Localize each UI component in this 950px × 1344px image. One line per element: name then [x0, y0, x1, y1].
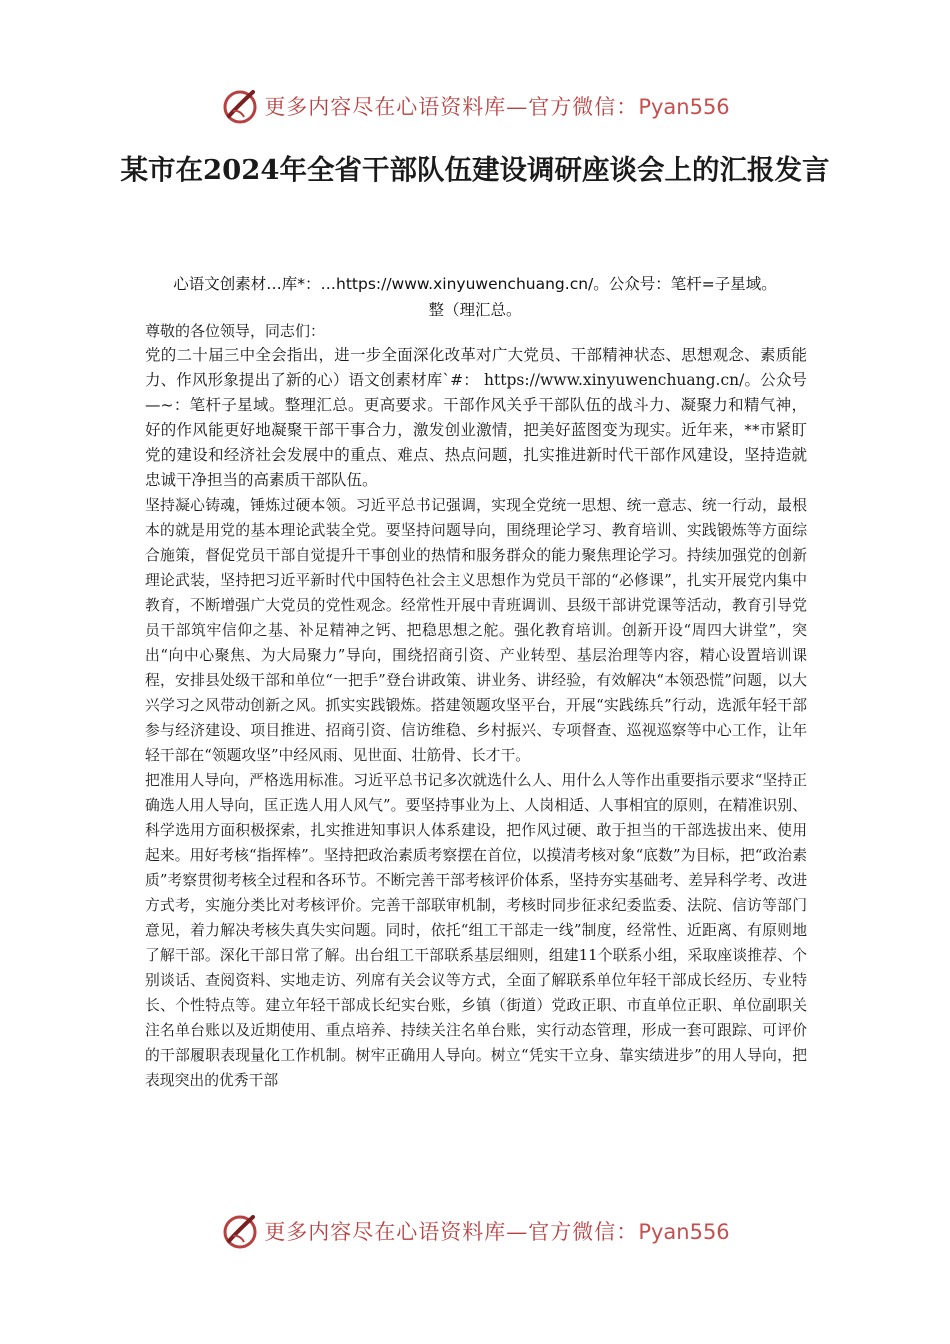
source-url: https://www.xinyuwenchuang.cn/ — [484, 371, 745, 389]
header-watermark-banner — [0, 84, 950, 128]
body-paragraph-2: 把准用人导向，严格选用标准。习近平总书记多次就选什么人、用什么人等作出重要指示要求“坚持正确选人用人导向，匡正选人用人风气”。要坚持事业为上、人岗相适、人事相宜的原则，在精准识别、科学选用方面积极探索，扎实推进知事识人体系建设，把作风过硬、敢于担当的干部选拔出来、使用起来。用好考核“指挥棒”。坚持把政治素质考察摆在首位，以摸清考核对象“底数”为目标，把“政治素质”考察贯彻考核全过程和各环节。不断完善干部考核评价体系，坚持夯实基础考、差异科学考、改进方式考，实施分类比对考核评价。完善干部联审机制，考核时同步征求纪委监委、法院、信访等部门意见，着力解决考核失真失实问题。同时，依托“组工干部走一线”制度，经常性、近距离、有原则地了解干部。深化干部日常了解。出台组工干部联系基层细则，组建11个联系小组，采取座谈推荐、个别谈话、查阅资料、实地走访、列席有关会议等方式，全面了解联系单位年轻干部成长经历、专业特长、个性特点等。建立年轻干部成长纪实台账，乡镇（街道）党政正职、市直单位正职、单位副职关注名单台账以及近期使用、重点培养、持续关注名单台账，实行动态管理，形成一套可跟踪、可评价的干部履职表现量化工作机制。树牢正确用人导向。树立“凭实干立身、靠实绩进步”的用人导向，把表现突出的优秀干部 — [145, 772, 807, 1089]
source-attribution — [120, 271, 830, 323]
watermark-text: 更多内容尽在心语资料库—官方微信：Pyan556 — [264, 1220, 730, 1244]
wechat-handle: Pyan556 — [638, 95, 730, 119]
document-title: 某市在2024年全省干部队伍建设调研座谈会上的汇报发言 — [120, 154, 830, 186]
body-paragraph-1: 坚持凝心铸魂，锤炼过硬本领。习近平总书记强调，实现全党统一思想、统一意志、统一行动，最根本的就是用党的基本理论武装全党。要坚持问题导向，围绕理论学习、教育培训、实践锻炼等方面综合施策，督促党员干部自觉提升干事创业的热情和服务群众的能力聚焦理论学习。持续加强党的创新理论武装，坚持把习近平新时代中国特色社会主义思想作为党员干部的“必修课”，扎实开展党内集中教育，不断增强广大党员的党性观念。经常性开展中青班调训、县级干部讲党课等活动，教育引导党员干部筑牢信仰之基、补足精神之钙、把稳思想之舵。强化教育培训。创新开设“周四大讲堂”，突出“向中心聚焦、为大局聚力”导向，围绕招商引资、产业转型、基层治理等内容，精心设置培训课程，安排县处级干部和单位“一把手”登台讲政策、讲业务、讲经验，有效解决“本领恐慌”问题，以大兴学习之风带动创新之风。抓实实践锻炼。搭建领题攻坚平台，开展“实践练兵”行动，选派年轻干部参与经济建设、项目推进、招商引资、信访维稳、乡村振兴、专项督查、巡视巡察等中心工作，让年轻干部在“领题攻坚”中经风雨、见世面、壮筋骨、长才干。 — [145, 497, 807, 764]
source-line-2: 整（理汇总。 — [428, 301, 522, 319]
footer-watermark-banner — [0, 1209, 950, 1253]
brush-seal-logo-icon — [220, 1211, 260, 1251]
watermark-text: 更多内容尽在心语资料库—官方微信：Pyan556 — [264, 95, 730, 119]
greeting: 尊敬的各位领导，同志们： — [145, 322, 326, 340]
source-line-1: 心语文创素材…库*：…https://www.xinyuwenchuang.cn/。公众号：笔杆=子星域。 — [173, 275, 777, 293]
intro-paragraph: 党的二十届三中全会指出，进一步全面深化改革对广大党员、干部精神状态、思想观念、素质能力、作风形象提出了新的心）语文创素材库`#： https://www.xinyuwenchuang.cn/。公众号—~：笔杆子星域。整理汇总。更高要求。干部作风关乎干部队伍的战斗力、凝聚力和精气神，好的作风能更好地凝聚干部干事合力，激发创业激情，把美好蓝图变为现实。近年来，**市紧盯党的建设和经济社会发展中的重点、难点、热点问题，扎实推进新时代干部作风建设，坚持造就忠诚干净担当的高素质干部队伍。 — [145, 346, 807, 489]
brush-seal-logo-icon — [220, 86, 260, 126]
wechat-handle: Pyan556 — [638, 1220, 730, 1244]
document-body — [145, 319, 807, 1093]
